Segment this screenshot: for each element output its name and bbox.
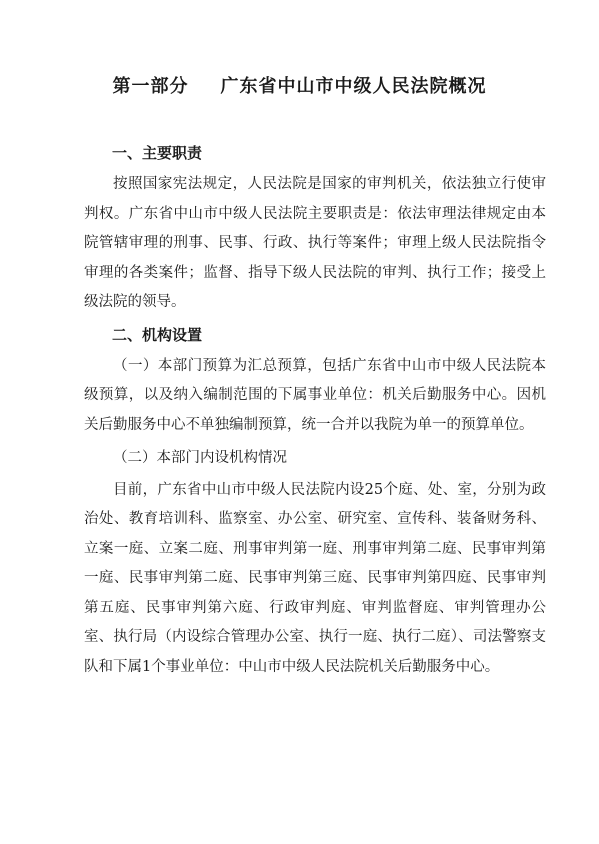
document-body xyxy=(84,138,546,682)
budget-paragraph: （一）本部门预算为汇总预算，包括广东省中山市中级人民法院本级预算，以及纳入编制范围的下属事业单位：机关后勤服务中心。因机关后勤服务中心不单独编制预算，统一合并以我院为单一的预算单位。 xyxy=(84,357,546,433)
internal-structure-heading: （二）本部门内设机构情况 xyxy=(113,450,287,466)
section-heading-organization: 二、机构设置 xyxy=(112,325,203,344)
internal-structure-paragraph: 目前，广东省中山市中级人民法院内设25个庭、处、室，分别为政治处、教育培训科、监察室、办公室、研究室、宣传科、装备财务科、立案一庭、立案二庭、刑事审判第一庭、刑事审判第二庭、民事审判第一庭、民事审判第二庭、民事审判第三庭、民事审判第四庭、民事审判第五庭、民事审判第六庭、行政审判庭、审判监督庭、审判管理办公室、执行局（内设综合管理办公室、执行一庭、执行二庭）、司法警察支队和下属1个事业单位：中山市中级人民法院机关后勤服务中心。 xyxy=(84,481,546,675)
title-part: 第一部分 xyxy=(112,76,189,97)
duties-paragraph: 按照国家宪法规定，人民法院是国家的审判机关，依法独立行使审判权。广东省中山市中级人民法院主要职责是：依法审理法律规定由本院管辖审理的刑事、民事、行政、执行等案件；审理上级人民法院指令审理的各类案件；监督、指导下级人民法院的审判、执行工作；接受上级法院的领导。 xyxy=(84,176,546,310)
title-name: 广东省中山市中级人民法院概况 xyxy=(220,76,487,97)
section-heading-duties: 一、主要职责 xyxy=(112,144,203,162)
page-title xyxy=(0,72,599,98)
